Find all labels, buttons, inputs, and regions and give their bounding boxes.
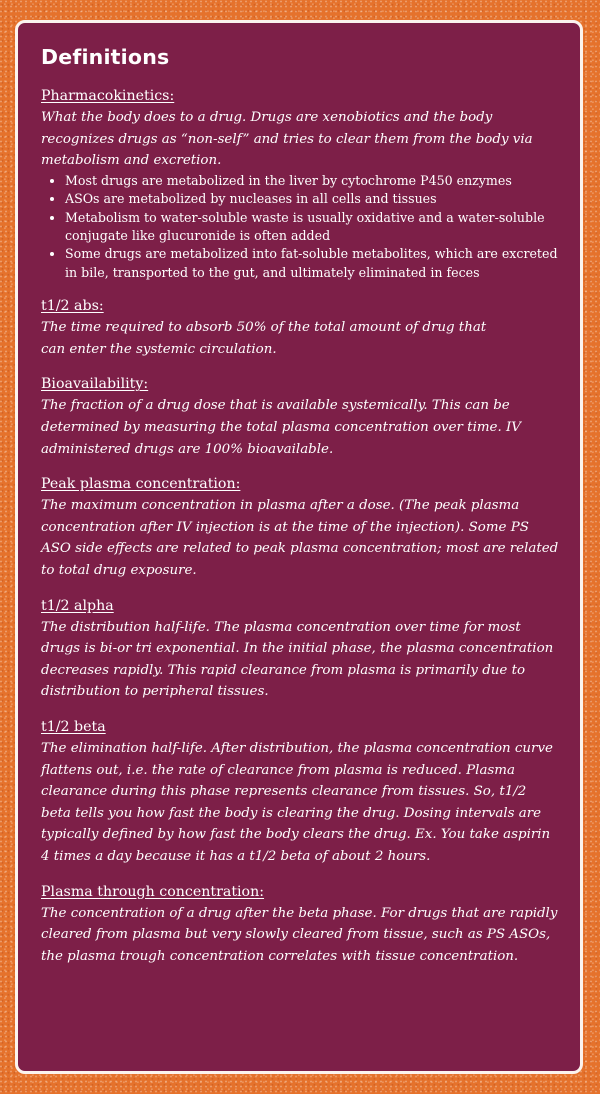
- definition-peak-plasma-concentration: [41, 474, 560, 581]
- definition-t12-alpha: [41, 596, 560, 703]
- description-t12-beta: The elimination half-life. After distribution, the plasma concentration curve flattens out, i.e. the rate of clearance from plasma is reduced. Plasma clearance during this phase represents clearance from tissues. So, t1/2 beta tells you how fast the body is clearing the drug. Dosing intervals are typically defined by how fast the body clears the drug. Ex. You take aspirin 4 times a day because it has a t1/2 beta of about 2 hours.: [41, 740, 553, 864]
- term-peak-plasma-concentration: Peak plasma concentration:: [41, 476, 241, 493]
- list-item: • Some drugs are metabolized into fat-soluble metabolites, which are excreted in bile, transported to the gut, and ultimately eliminated in feces: [65, 245, 560, 282]
- term-t12-beta: t1/2 beta: [41, 718, 106, 735]
- description-t12-alpha: The distribution half-life. The plasma concentration over time for most drugs is bi-or tri exponential. In the initial phase, the plasma concentration decreases rapidly. This rapid clearance from plasma is primarily due to distribution to peripheral tissues.: [41, 619, 554, 700]
- term-t12-abs: t1/2 abs:: [41, 298, 104, 315]
- term-bioavailability: Bioavailability:: [41, 376, 149, 393]
- definition-pharmacokinetics: [41, 86, 560, 282]
- page-title: Definitions: [41, 45, 170, 69]
- list-item: • Metabolism to water-soluble waste is usually oxidative and a water-soluble conjugate like glucuronide is often added: [65, 209, 560, 246]
- term-t12-alpha: t1/2 alpha: [41, 597, 114, 614]
- term-plasma-trough-concentration: Plasma through concentration:: [41, 883, 265, 900]
- definition-t12-abs: [41, 296, 560, 360]
- definition-bioavailability: [41, 374, 560, 460]
- description-plasma-trough-concentration: The concentration of a drug after the beta phase. For drugs that are rapidly cleared from plasma but very slowly cleared from tissue, such as PS ASOs, the plasma trough concentration correlates with tissue concentration.: [41, 905, 558, 964]
- description-peak-plasma-concentration: The maximum concentration in plasma after a dose. (The peak plasma concentration after IV injection is at the time of the injection). Some PS ASO side effects are related to peak plasma concentration; most are related to total drug exposure.: [41, 498, 559, 578]
- definition-plasma-trough-concentration: [41, 882, 560, 968]
- description-bioavailability: The fraction of a drug dose that is available systemically. This can be determined by measuring the total plasma concentration over time. IV administered drugs are 100% bioavailable.: [41, 398, 521, 457]
- definitions-card: [15, 20, 583, 1074]
- pharmacokinetics-bullet-list: [41, 172, 560, 282]
- description-t12-abs: The time required to absorb 50% of the total amount of drug that can enter the systemic circulation.: [41, 320, 487, 357]
- description-pharmacokinetics: What the body does to a drug. Drugs are xenobiotics and the body recognizes drugs as “non-self” and tries to clear them from the body via metabolism and excretion.: [41, 110, 533, 169]
- term-pharmacokinetics: Pharmacokinetics:: [41, 88, 175, 104]
- definition-t12-beta: [41, 717, 560, 868]
- list-item: • Most drugs are metabolized in the liver by cytochrome P450 enzymes: [65, 172, 560, 190]
- list-item: • ASOs are metabolized by nucleases in all cells and tissues: [65, 190, 560, 208]
